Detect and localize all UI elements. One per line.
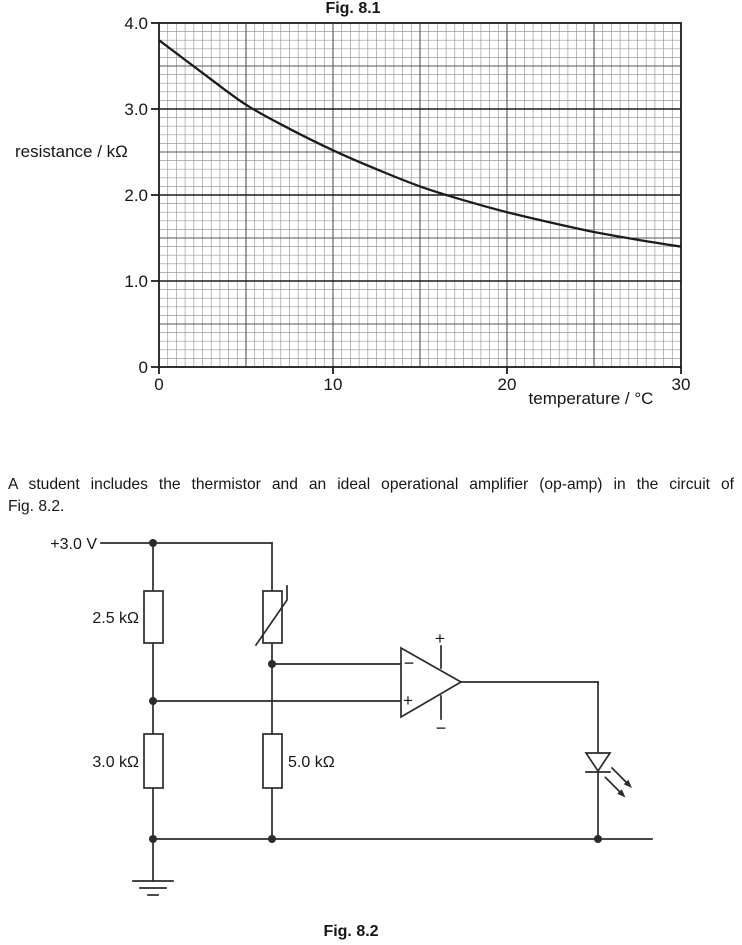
led-light-arrow bbox=[612, 768, 626, 782]
junction-dot bbox=[268, 835, 276, 843]
y-tick-labels bbox=[124, 14, 148, 377]
resistor-3k-label: 3.0 kΩ bbox=[92, 754, 139, 771]
question-paragraph bbox=[8, 474, 734, 518]
thermistor-graph bbox=[0, 0, 742, 420]
led-light-arrow bbox=[606, 778, 620, 792]
y-tick-label: 4.0 bbox=[124, 14, 148, 33]
junction-dot bbox=[268, 660, 276, 668]
y-tick-label: 0 bbox=[138, 358, 148, 377]
y-tick-label: 3.0 bbox=[124, 100, 148, 119]
op-amp-vminus-label: − bbox=[435, 718, 447, 738]
fig-8-1-caption: Fig. 8.1 bbox=[325, 0, 381, 17]
x-tick-label: 10 bbox=[323, 375, 343, 394]
op-amp-circuit bbox=[0, 520, 742, 945]
y-tick-label: 2.0 bbox=[124, 186, 148, 205]
op-amp-noninverting-label: + bbox=[403, 691, 413, 710]
led-icon bbox=[586, 753, 610, 771]
junction-dot bbox=[594, 835, 602, 843]
thermistor bbox=[263, 591, 282, 643]
y-tick-label: 1.0 bbox=[124, 272, 148, 291]
fig-8-2-caption: Fig. 8.2 bbox=[323, 923, 379, 940]
supply-voltage-label: +3.0 V bbox=[50, 536, 97, 553]
x-axis-title: temperature / °C bbox=[528, 389, 654, 408]
axis-ticks bbox=[151, 23, 681, 374]
resistor-5k-label: 5.0 kΩ bbox=[288, 754, 335, 771]
resistor-3k bbox=[144, 734, 163, 788]
op-amp-vplus-label: + bbox=[435, 629, 445, 648]
resistor-2k5 bbox=[144, 591, 163, 643]
x-tick-label: 0 bbox=[154, 375, 164, 394]
op-amp-inverting-label: − bbox=[403, 653, 415, 673]
y-axis-title: resistance / kΩ bbox=[15, 142, 128, 161]
paragraph-line-2: Fig. 8.2. bbox=[8, 498, 65, 515]
resistor-2k5-label: 2.5 kΩ bbox=[92, 610, 139, 627]
resistor-5k bbox=[263, 734, 282, 788]
junction-dot bbox=[149, 697, 157, 705]
junction-dot bbox=[149, 539, 157, 547]
paragraph-line-1: A student includes the thermistor and an ideal operational amplifier (op-amp) in the circuit of bbox=[8, 476, 734, 493]
junction-dot bbox=[149, 835, 157, 843]
x-tick-label: 20 bbox=[497, 375, 517, 394]
x-tick-label: 30 bbox=[671, 375, 691, 394]
